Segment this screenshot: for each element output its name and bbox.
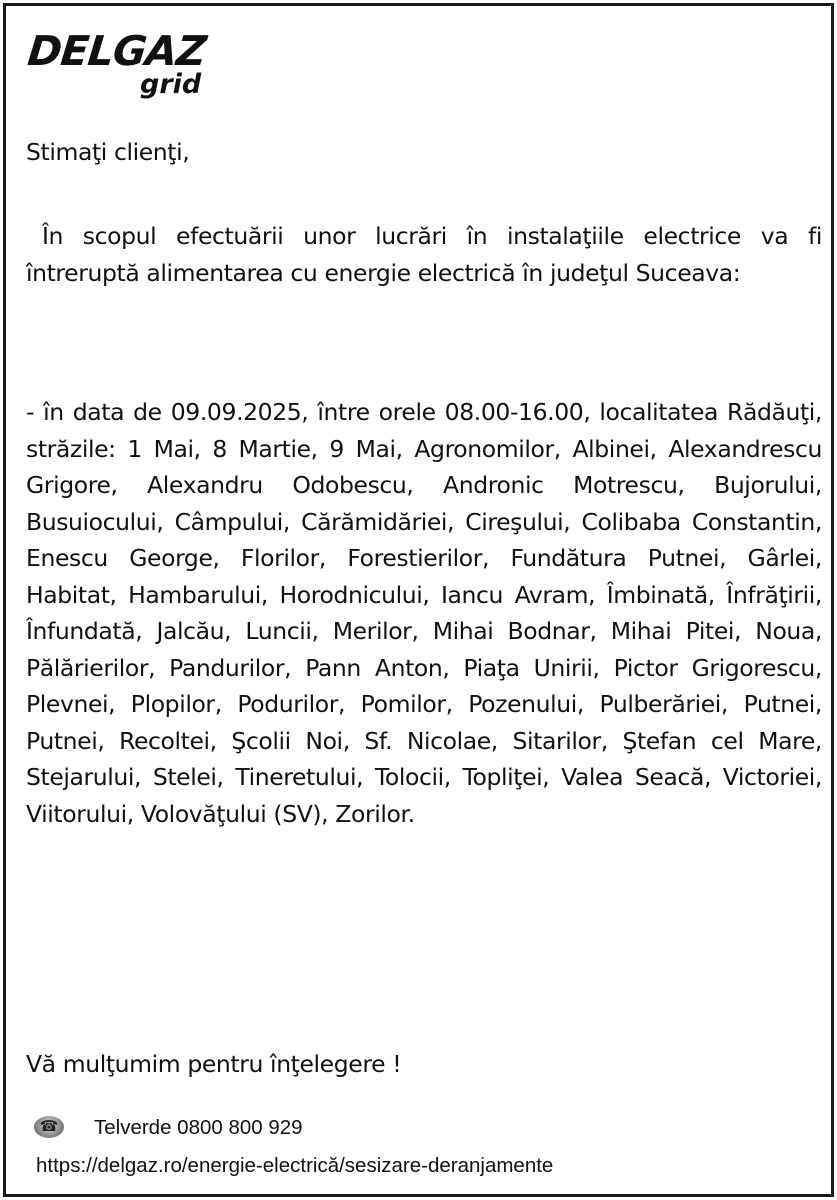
- delgaz-grid-logo: [25, 27, 228, 108]
- logo-wordmark: DELGAZ: [25, 27, 208, 75]
- intro-paragraph: În scopul efectuării unor lucrări în instalaţiile electrice va fi întreruptă alimentarea cu energie electrică în judeţul Suceava:: [26, 222, 822, 287]
- phone-number: Telverde 0800 800 929: [94, 1116, 303, 1139]
- outage-details: - în data de 09.09.2025, între orele 08.00-16.00, localitatea Rădăuţi, străzile: 1 Mai, 8 Martie, 9 Mai, Agronomilor, Albinei, Alexandrescu Grigore, Alexandru Odobescu, Andronic Motrescu, Bujorului, Busuiocului, Câmpului, Cărămidăriei, Cireşului, Colibaba Constantin, Enescu George, Florilor, Forestierilor, Fundătura Putnei, Gârlei, Habitat, Hambarului, Horodnicului, Iancu Avram, Îmbinată, Înfrăţirii, Înfundată, Jalcău, Luncii, Merilor, Mihai Bodnar, Mihai Pitei, Noua, Pălărierilor, Pandurilor, Pann Anton, Piaţa Unirii, Pictor Grigorescu, Plevnei, Plopilor, Podurilor, Pomilor, Pozenului, Pulberăriei, Putnei, Putnei, Recoltei, Şcolii Noi, Sf. Nicolae, Sitarilor, Ştefan cel Mare, Stejarului, Stelei, Tineretului, Tolocii, Topliţei, Valea Seacă, Victoriei, Viitorului, Volovăţului (SV), Zorilor.: [26, 398, 822, 828]
- greeting: Stimaţi clienţi,: [26, 138, 190, 166]
- thanks-line: Vă mulţumim pentru înţelegere !: [26, 1050, 402, 1078]
- report-url[interactable]: https://delgaz.ro/energie-electrică/sesizare-deranjamente: [36, 1154, 554, 1177]
- notice-frame: [3, 3, 834, 1197]
- logo-subtitle: grid: [140, 69, 202, 100]
- telephone-icon: ☎: [34, 1116, 64, 1138]
- contact-block: [34, 1114, 674, 1184]
